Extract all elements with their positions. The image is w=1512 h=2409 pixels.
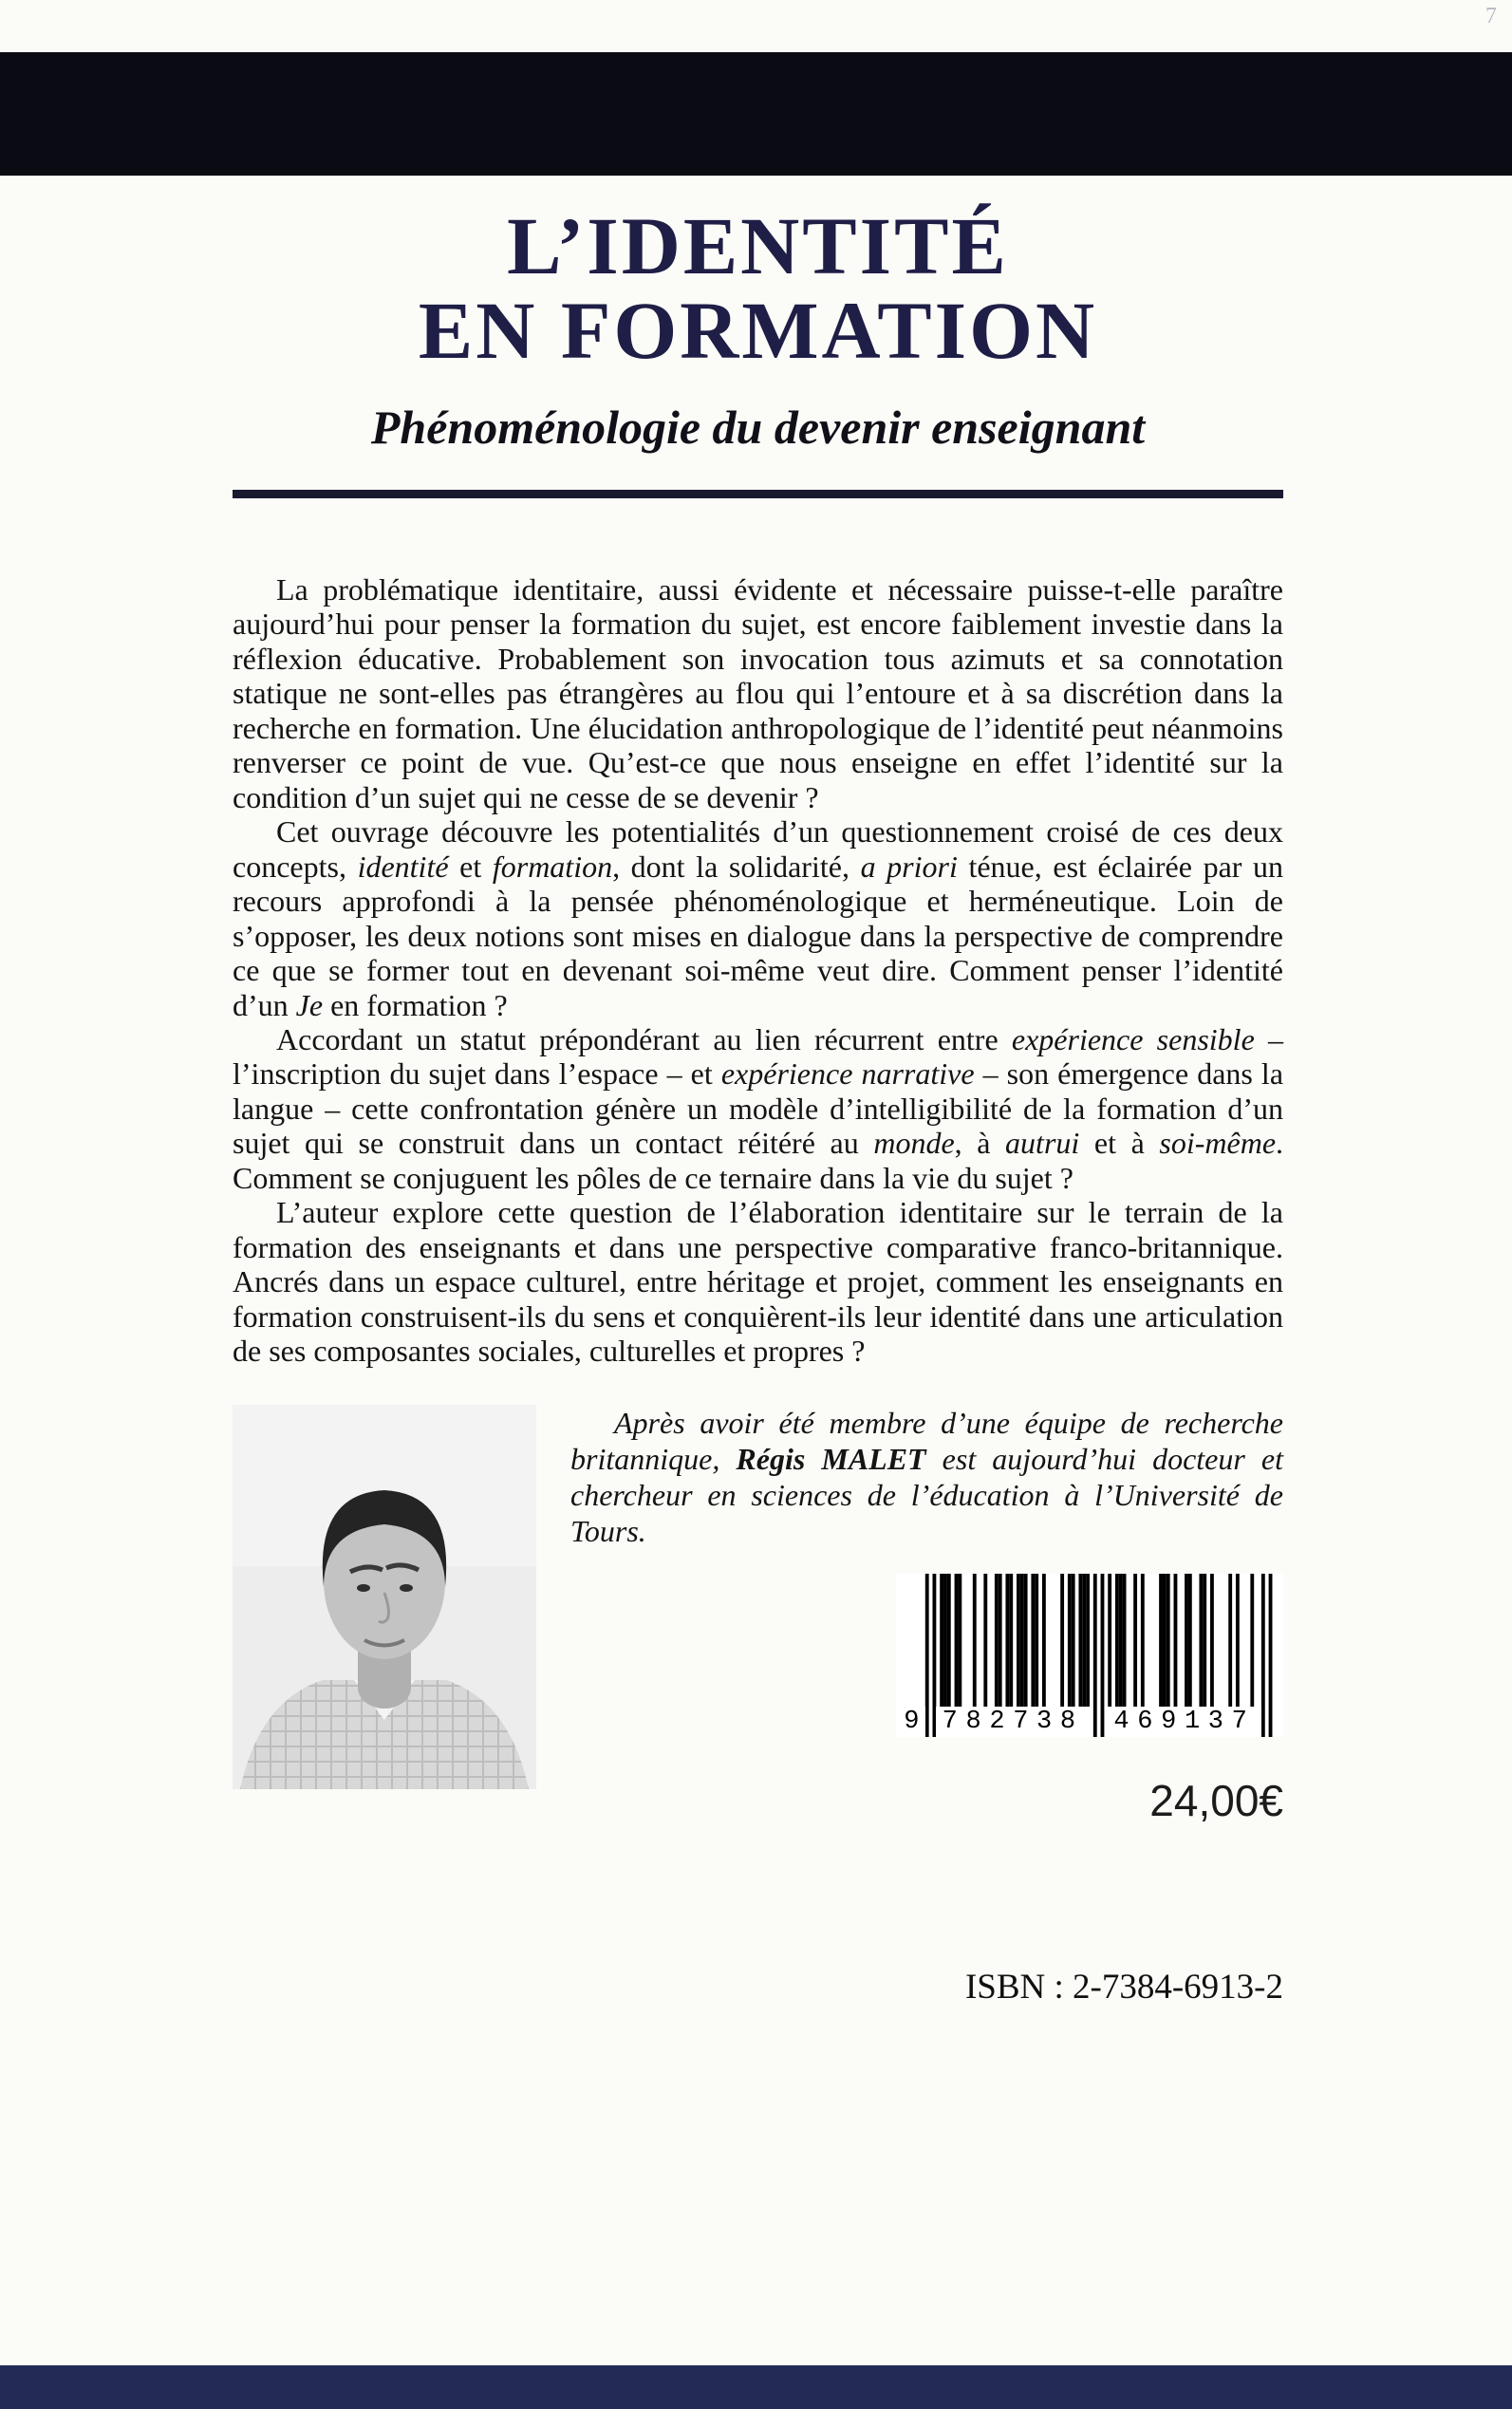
top-cover-band — [0, 52, 1512, 176]
bottom-cover-band — [0, 2365, 1512, 2409]
barcode-left-group: 782738 — [936, 1707, 1090, 1737]
title-line-1: L’IDENTITÉ — [507, 200, 1009, 291]
cover-header — [0, 200, 1512, 498]
page-corner-mark: 7 — [1485, 4, 1497, 28]
price-label: 24,00€ — [1149, 1775, 1283, 1825]
synopsis-paragraph-2: Cet ouvrage découvre les potentialités d’un questionnement croisé de ces deux concepts, identité et formation, dont la solidarité, a priori ténue, est éclairée par un recours approfondi à la pensée phénoménologique et herméneutique. Loin de s’opposer, les deux notions sont mises en dialogue dans la perspective de comprendre ce que se former tout en devenant soi-même veut dire. Comment penser l’identité d’un Je en formation ? — [233, 814, 1284, 1022]
synopsis-paragraph-3: Accordant un statut prépondérant au lien récurrent entre expérience sensible – l’inscription du sujet dans l’espace – et expérience narrative – son émergence dans la langue – cette confrontation génère un modèle d’intelligibilité de la formation d’un sujet qui se construit dans un contact réitéré au monde, à autrui et à soi-même. Comment se conjuguent les pôles de ce ternaire dans la vie du sujet ? — [233, 1021, 1284, 1195]
isbn-label: ISBN : 2-7384-6913-2 — [964, 1967, 1283, 2007]
author-section — [233, 1405, 1283, 1826]
book-subtitle: Phénoménologie du devenir enseignant — [370, 400, 1146, 454]
cover-body — [0, 572, 1512, 2008]
title-line-2: EN FORMATION — [418, 285, 1098, 377]
synopsis-paragraph-1: La problématique identitaire, aussi évidente et nécessaire puisse-t-elle paraître aujourd’hui pour penser la formation du sujet, est encore faiblement investie dans la réflexion éducative. Probablement son invocation tous azimuts et sa connotation statique ne sont-elles pas étrangères au flou qui l’entoure et à sa discrétion dans la recherche en formation. Une élucidation anthropologique de l’identité peut néanmoins renverser ce point de vue. Qu’est-ce que nous enseigne en effet l’identité sur la condition d’un sujet qui ne cesse de se devenir ? — [233, 571, 1283, 814]
barcode-right-group: 469137 — [1108, 1707, 1261, 1737]
synopsis-paragraph-4: L’auteur explore cette question de l’élaboration identitaire sur le terrain de la formation des enseignants et dans une perspective comparative franco-britannique. Ancrés dans un espace culturel, entre héritage et projet, comment les enseignants en formation construisent-ils du sens et conquièrent-ils leur identité dans une articulation de ses composantes sociales, culturelles et propres ? — [233, 1195, 1283, 1369]
divider-rule — [233, 490, 1283, 498]
author-bio: Après avoir été membre d’une équipe de recherche britannique, Régis MALET est aujourd’hui docteur et chercheur en sciences de l’éducation à l’Université de Tours. — [570, 1405, 1284, 1548]
synopsis — [233, 572, 1283, 1369]
author-photo — [233, 1405, 536, 1789]
barcode-lead-digit: 9 — [896, 1707, 925, 1737]
barcode — [896, 1574, 1283, 1737]
author-info-column — [570, 1405, 1283, 1826]
book-title — [233, 200, 1283, 377]
